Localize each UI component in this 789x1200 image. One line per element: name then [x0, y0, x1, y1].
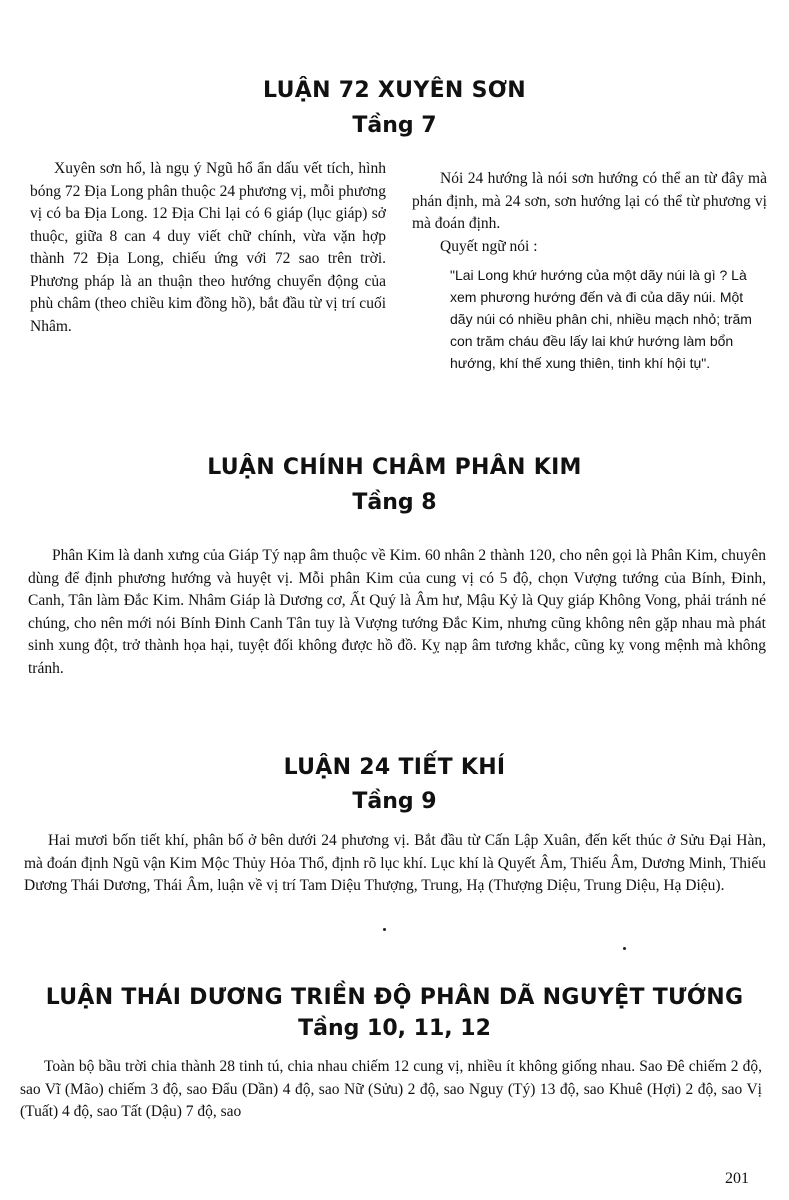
section-title: LUẬN 72 XUYÊN SƠN — [263, 78, 526, 103]
scan-speck — [623, 947, 626, 950]
paragraph: Phân Kim là danh xưng của Giáp Tý nạp âm thuộc về Kim. 60 nhân 2 thành 120, cho nên gọi là Phân Kim, chuyên dùng để định phương hướng và huyệt vị. Mỗi phân Kim của cung vị có 5 độ, chọn Vượng tướng của Bính, Đinh, Canh, Tân làm Đắc Kim. Nhâm Giáp là Dương cơ, Ất Quý là Âm hư, Mậu Kỷ là Quy giáp Không Vong, phải tránh né chúng, cho nên mới nói Bính Đinh Canh Tân tuy là Vượng tướng Đắc Kim, nhưng cũng không nên gặp nhau mà phát sinh xung đột, trở thành họa hại, tuyệt đối không được hồ đồ. Kỵ nạp âm tương khắc, cũng kỵ vong mệnh mà không tránh. — [28, 547, 766, 677]
paragraph: Toàn bộ bầu trời chia thành 28 tinh tú, chia nhau chiếm 12 cung vị, nhiều ít không giống nhau. Sao Đê chiếm 2 độ, sao Vĩ (Mão) chiếm 3 độ, sao Đẩu (Dần) 4 độ, sao Nữ (Sửu) 2 độ, sao Nguy (Tý) 13 độ, sao Khuê (Hợi) 2 độ, sao Vị (Tuất) 4 độ, sao Tất (Dậu) 7 độ, sao — [20, 1058, 762, 1120]
section-title: LUẬN 24 TIẾT KHÍ — [283, 755, 506, 780]
section-title: LUẬN CHÍNH CHÂM PHÂN KIM — [207, 455, 582, 480]
scan-speck — [383, 928, 386, 931]
section-subtitle: Tầng 7 — [352, 113, 437, 138]
quote-text: "Lai Long khứ hướng của một dãy núi là gì ? Là xem phương hướng đến và đi của dãy núi. Một dãy núi có nhiều phân chi, nhiều mạch nhỏ; trăm con trăm cháu đều lấy lai khứ hướng làm bổn hướng, khí thế xung thiên, tinh khí hội tụ". — [450, 267, 752, 371]
section-title: LUẬN THÁI DƯƠNG TRIỀN ĐỘ PHÂN DÃ NGUYỆT TƯỚNG — [45, 985, 744, 1010]
paragraph: Hai mươi bốn tiết khí, phân bố ở bên dưới 24 phương vị. Bắt đầu từ Cấn Lập Xuân, đến kết thúc ở Sửu Đại Hàn, mà đoán định Ngũ vận Kim Mộc Thủy Hỏa Thổ, định rõ lục khí. Lục khí là Quyết Âm, Thiếu Âm, Dương Minh, Thiếu Dương Thái Dương, Thái Âm, luận về vị trí Tam Diệu Thượng, Trung, Hạ (Thượng Diệu, Trung Diệu, Hạ Diệu). — [24, 832, 766, 894]
paragraph: Nói 24 hướng là nói sơn hướng có thể an từ đây mà phán định, mà 24 sơn, sơn hướng lại có thể từ phương vị mà đoán định. — [412, 170, 767, 232]
quote-intro: Quyết ngữ nói : — [440, 238, 538, 255]
page-number: 201 — [725, 1170, 749, 1187]
section-subtitle: Tầng 9 — [352, 789, 437, 814]
section-subtitle: Tầng 10, 11, 12 — [298, 1016, 491, 1041]
paragraph: Xuyên sơn hổ, là ngụ ý Ngũ hổ ẩn dấu vết tích, hình bóng 72 Địa Long phân thuộc 24 phương vị, mỗi phương vị có ba Địa Long. 12 Địa Chi lại có 6 giáp (lục giáp) sở thuộc, giữa 8 can 4 duy viết chữ chính, vừa vặn hợp thành 72 Địa Long, chiếu ứng với 72 sao trên trời. Phương pháp là an thuận theo hướng chuyển động của phù châm (theo chiều kim đồng hồ), bắt đầu từ vị trí cuối Nhâm. — [30, 160, 386, 335]
section-subtitle: Tầng 8 — [352, 490, 437, 515]
